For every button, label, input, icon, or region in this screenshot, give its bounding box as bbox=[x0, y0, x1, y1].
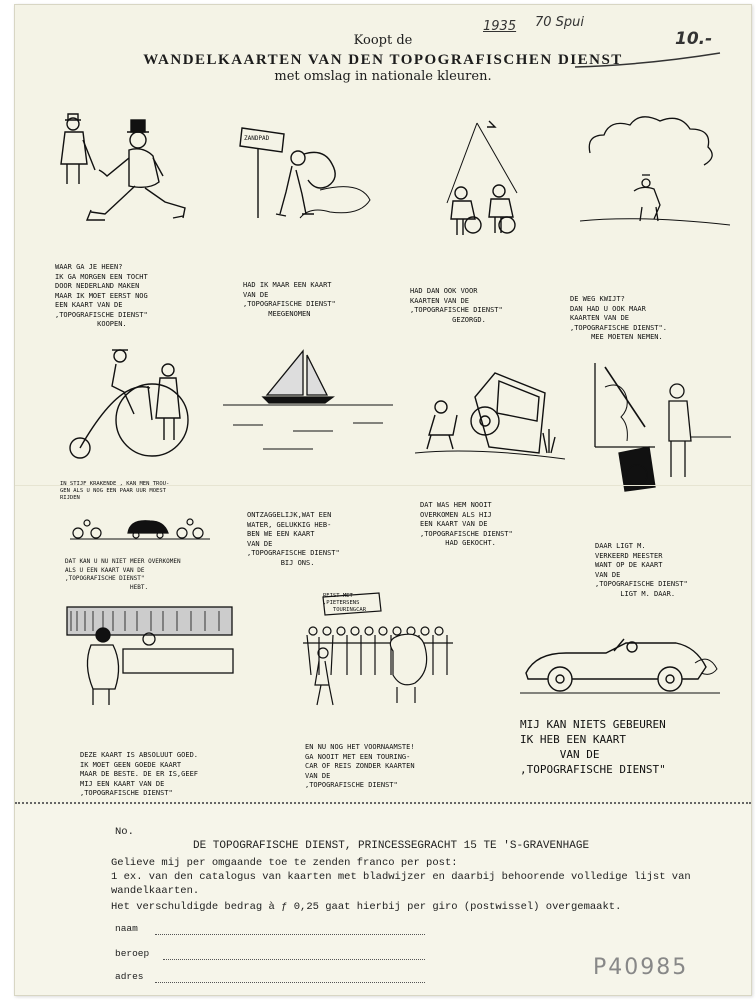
handwritten-price: 10.- bbox=[675, 29, 713, 49]
convertible-car-illustration bbox=[520, 633, 725, 703]
field-beroep-line[interactable] bbox=[163, 959, 425, 960]
panel-caption-5: IN STIJF KRAKENDE , KAN MEN TROU- GEN ALS U NOG EEN PAAR UUR MOEST RIJDEN bbox=[60, 481, 170, 501]
touring-crowd-illustration bbox=[293, 591, 473, 711]
panel-caption-2: HAD IK MAAR EEN KAART VAN DE ,TOPOGRAFISCHE DIENST" MEEGENOMEN bbox=[243, 281, 336, 318]
teacher-with-map-illustration bbox=[585, 357, 735, 517]
penny-farthing-illustration bbox=[60, 340, 200, 465]
map-shop-illustration bbox=[63, 605, 238, 710]
panel-caption-7: DAT WAS HEM NOOIT OVERKOMEN ALS HIJ EEN KAART VAN DE ,TOPOGRAFISCHE DIENST" HAD GEKOCHT. bbox=[420, 501, 513, 547]
panel-caption-1: WAAR GA JE HEEN? IK GA MORGEN EEN TOCHT DOOR NEDERLAND MAKEN MAAR IK MOET EERST NOG EEN KAART VAN DE ,TOPOGRAFISCHE DIENST" KOOPEN. bbox=[55, 263, 148, 328]
header-title: WANDELKAARTEN VAN DEN TOPOGRAFISCHEN DIENST bbox=[143, 52, 623, 68]
panel-caption-3: HAD DAN OOK VOOR KAARTEN VAN DE ,TOPOGRAFISCHE DIENST" GEZORGD. bbox=[410, 287, 503, 324]
header-line-koopt: Koopt de bbox=[353, 33, 413, 48]
pen-stroke bbox=[575, 45, 725, 85]
form-address: DE TOPOGRAFISCHE DIENST, PRINCESSEGRACHT 15 TE 'S-GRAVENHAGE bbox=[193, 840, 590, 852]
road-sign-text: ZANDPAD bbox=[244, 135, 270, 142]
panel-caption-9: DAAR LIGT M. VERKEERD MEESTER WANT OP DE KAART VAN DE ,TOPOGRAFISCHE DIENST" LIGT M. DAAR. bbox=[595, 542, 688, 598]
archive-number: P40985 bbox=[593, 955, 689, 980]
panel-caption-6: ONTZAGGELIJK,WAT EEN WATER, GELUKKIG HEB- BEN WE EEN KAART VAN DE ,TOPOGRAFISCHE DIENST" BIJ ONS. bbox=[247, 511, 340, 567]
form-no-label: No. bbox=[115, 826, 134, 838]
handwritten-note: 70 Spui bbox=[535, 15, 585, 30]
crashed-car-illustration bbox=[415, 367, 565, 472]
form-line-2: 1 ex. van den catalogus van kaarten met bladwijzer en daarbij behoorende volledige lijst van bbox=[111, 871, 691, 883]
form-line-4: Het verschuldigde bedrag à ƒ 0,25 gaat hierbij per giro (postwissel) overgemaakt. bbox=[111, 901, 622, 913]
order-form bbox=[15, 805, 751, 995]
panel-caption-10: DEZE KAART IS ABSOLUUT GOED. IK MOET GEEN GOEDE KAART MAAR DE BESTE. DE ER IS,GEEF MIJ EEN KAART VAN DE ,TOPOGRAFISCHE DIENST" bbox=[80, 751, 199, 797]
perforation-line bbox=[15, 802, 751, 804]
cyclists-on-hill-illustration bbox=[427, 117, 547, 247]
field-beroep-label: beroep bbox=[115, 948, 150, 959]
panel-caption-11: EN NU NOG HET VOORNAAMSTE! GA NOOIT MET EEN TOURING- CAR OF REIS ZONDER KAARTEN VAN DE ,TOPOGRAFISCHE DIENST" bbox=[305, 743, 415, 789]
form-line-3: wandelkaarten. bbox=[111, 885, 200, 897]
field-naam-line[interactable] bbox=[155, 934, 425, 935]
handwritten-year: 1935 bbox=[483, 19, 517, 34]
header-subtitle: met omslag in nationale kleuren. bbox=[274, 69, 492, 84]
field-adres-line[interactable] bbox=[155, 982, 425, 983]
bus-banner-sign: REIST MET ,PIETERSENS TOURINGCAR bbox=[323, 593, 367, 613]
panel-caption-4: DE WEG KWIJT? DAN HAD U OOK MAAR KAARTEN VAN DE ,TOPOGRAFISCHE DIENST". MEE MOETEN NEMEN. bbox=[570, 295, 667, 341]
panel-caption-8: DAT KAN U NU NIET MEER OVERKOMEN ALS U EEN KAART VAN DE ,TOPOGRAFISCHE DIENST" HEBT. bbox=[65, 558, 181, 591]
order-leaflet bbox=[14, 4, 752, 996]
sailboat-illustration bbox=[223, 345, 403, 470]
rider-with-cloud-illustration bbox=[580, 113, 735, 243]
field-naam-label: naam bbox=[115, 923, 138, 934]
form-line-1: Gelieve mij per omgaande toe te zenden franco per post: bbox=[111, 857, 458, 869]
hiker-at-signpost-illustration bbox=[220, 120, 390, 230]
field-adres-label: adres bbox=[115, 971, 144, 982]
walking-men-illustration bbox=[45, 110, 195, 235]
vehicles-strip-illustration bbox=[70, 515, 210, 541]
panel-caption-12: MIJ KAN NIETS GEBEUREN IK HEB EEN KAART VAN DE ,TOPOGRAFISCHE DIENST" bbox=[520, 718, 666, 776]
